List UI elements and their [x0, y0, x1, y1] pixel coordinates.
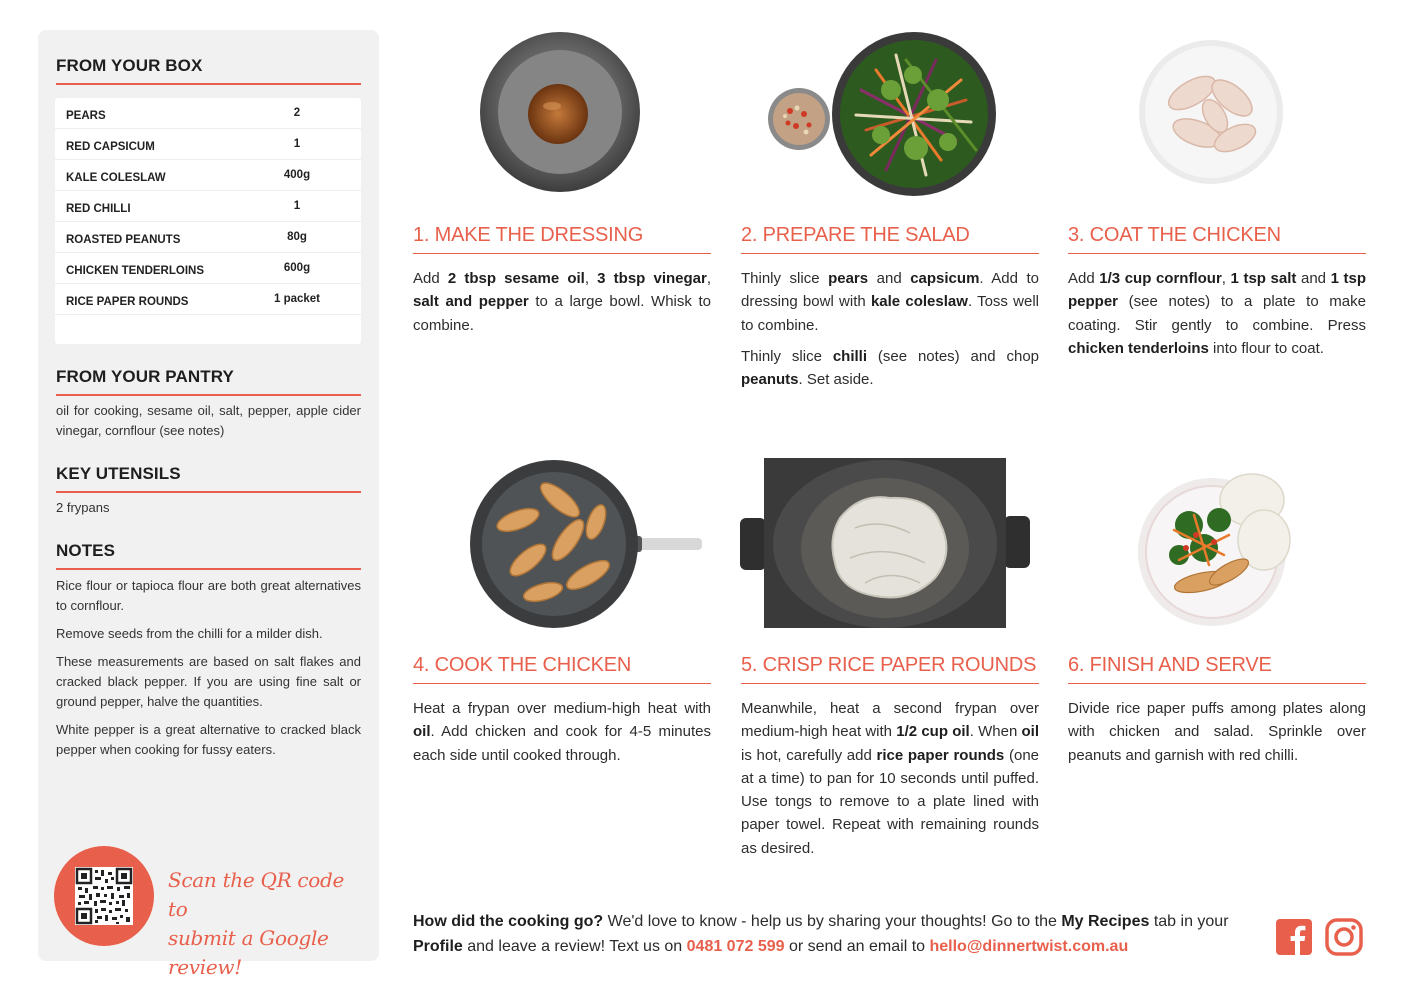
- step-text: Thinly slice: [741, 270, 829, 287]
- step-2-body: [741, 267, 1039, 399]
- step-paragraph: [413, 697, 711, 767]
- step-paragraph: [1068, 267, 1366, 360]
- note-item: White pepper is a great alternative to cracked black pepper when cooking for fussy eaters.: [56, 722, 361, 757]
- phone-link[interactable]: 0481 072 599: [686, 938, 785, 955]
- note-item: These measurements are based on salt flakes and cracked black pepper. If you are using fine salt or ground pepper, halve the quantities.: [56, 654, 361, 709]
- footer-text: and leave a review! Text us on: [462, 938, 687, 955]
- ingredient-row: [55, 98, 361, 129]
- step-1-title: 1. MAKE THE DRESSING: [413, 224, 711, 254]
- ingredient-highlight: chicken tenderloins: [1068, 339, 1209, 357]
- review-footer: [413, 909, 1263, 959]
- step-text: . Add chicken and cook for 4-5 minutes each side until cooked through.: [413, 723, 711, 764]
- my-recipes-label: My Recipes: [1061, 913, 1150, 930]
- step-text: and: [1296, 270, 1331, 287]
- qr-code-icon[interactable]: [75, 867, 133, 925]
- step-text: . Toss well to combine.: [741, 293, 1039, 334]
- qr-review-caption: [168, 866, 368, 982]
- note-item: Remove seeds from the chilli for a milder dish.: [56, 626, 323, 641]
- ingredient-highlight: oil: [1021, 723, 1040, 741]
- step-text: (see notes) to a plate to make coating. Stir gently to combine. Press: [1068, 293, 1366, 334]
- qr-badge[interactable]: [54, 846, 154, 946]
- from-your-box-heading: FROM YOUR BOX: [56, 56, 361, 85]
- footer-text: tab in your: [1149, 913, 1229, 930]
- ingredient-highlight: 1 tsp pepper: [1068, 270, 1367, 311]
- ingredients-sidebar: [38, 30, 379, 979]
- ingredient-highlight: peanuts: [741, 371, 799, 389]
- ingredient-highlight: 1 tsp salt: [1230, 270, 1297, 287]
- facebook-icon[interactable]: [1275, 918, 1313, 956]
- step-text: into flour to coat.: [1208, 339, 1324, 357]
- step-text: Meanwhile, heat a second frypan over medium-high heat with: [741, 700, 1039, 741]
- step-text: Heat a frypan over medium-high heat with: [413, 700, 711, 717]
- ingredient-highlight: salt and pepper: [413, 293, 529, 311]
- step-text: ,: [1221, 270, 1231, 287]
- step-text: Divide rice paper puffs among plates along with chicken and salad. Sprinkle over peanuts and garnish with red chilli.: [1068, 700, 1366, 764]
- salad-bowl-photo: [766, 30, 1000, 198]
- ingredient-quantity: 600g: [283, 262, 311, 274]
- step-text: . Set aside.: [798, 371, 874, 389]
- coated-chicken-photo: [1137, 38, 1285, 186]
- plated-dish-photo: [1134, 460, 1298, 628]
- ingredient-highlight: 2 tbsp sesame oil: [447, 270, 585, 287]
- ingredient-quantity: 1: [293, 200, 301, 212]
- ingredient-highlight: chilli: [832, 347, 867, 365]
- qr-caption-line2: submit a Google review!: [168, 926, 329, 979]
- step-5-body: [741, 697, 1039, 868]
- ingredient-highlight: rice paper rounds: [876, 746, 1005, 764]
- ingredient-quantity: 1: [293, 138, 301, 150]
- step-paragraph: [741, 697, 1039, 860]
- step-6-body: [1068, 697, 1366, 775]
- ingredient-row: [55, 129, 361, 160]
- step-paragraph: [741, 267, 1039, 337]
- step-text: (see notes) and chop: [867, 347, 1039, 365]
- pantry-text: oil for cooking, sesame oil, salt, pepper, apple cider vinegar, cornflour (see notes): [56, 403, 361, 438]
- step-text: ,: [584, 270, 598, 287]
- step-3-title: 3. COAT THE CHICKEN: [1068, 224, 1366, 254]
- rice-paper-frypan-photo: [740, 458, 1030, 628]
- ingredient-highlight: 1/3 cup cornflour: [1099, 270, 1222, 287]
- step-3-body: [1068, 267, 1366, 368]
- step-6-title: 6. FINISH AND SERVE: [1068, 654, 1366, 684]
- notes-list: [56, 576, 361, 768]
- step-4-body: [413, 697, 711, 775]
- dressing-bowl-photo: [478, 32, 642, 196]
- from-your-pantry-heading: FROM YOUR PANTRY: [56, 367, 361, 396]
- ingredient-quantity: 2: [293, 107, 301, 119]
- ingredient-name: PEARS: [66, 110, 106, 122]
- ingredient-name: RICE PAPER ROUNDS: [66, 296, 189, 308]
- step-2-title: 2. PREPARE THE SALAD: [741, 224, 1039, 254]
- ingredient-name: CHICKEN TENDERLOINS: [66, 265, 205, 277]
- step-text: Thinly slice: [741, 347, 833, 365]
- ingredient-quantity: 400g: [283, 169, 311, 181]
- email-link[interactable]: hello@dinnertwist.com.au: [929, 938, 1129, 955]
- ingredient-row: [55, 191, 361, 222]
- key-utensils-heading: KEY UTENSILS: [56, 464, 361, 493]
- ingredient-name: ROASTED PEANUTS: [66, 234, 181, 246]
- step-paragraph: [741, 345, 1039, 392]
- ingredient-quantity: 1 packet: [273, 293, 321, 305]
- step-paragraph: [413, 267, 711, 337]
- step-1-body: [413, 267, 711, 345]
- step-text: . When: [969, 723, 1022, 741]
- step-text: (one at a time) to pan for 10 seconds until puffed. Use tongs to remove to a plate lined with paper towel. Repeat with remaining rounds as desired.: [741, 746, 1039, 857]
- step-text: ,: [706, 270, 712, 287]
- ingredient-name: RED CAPSICUM: [66, 141, 155, 153]
- box-ingredients-table: [55, 98, 361, 344]
- step-paragraph: [1068, 697, 1366, 767]
- step-text: and: [868, 270, 911, 287]
- ingredient-highlight: 1/2 cup oil: [896, 723, 970, 741]
- chicken-frypan-photo: [468, 460, 704, 630]
- ingredient-highlight: capsicum: [910, 270, 980, 287]
- footer-text: or send an email to: [784, 938, 930, 955]
- step-4-title: 4. COOK THE CHICKEN: [413, 654, 711, 684]
- ingredient-highlight: oil: [413, 723, 431, 741]
- instagram-icon[interactable]: [1325, 918, 1363, 956]
- ingredient-row: [55, 222, 361, 253]
- ingredient-quantity: 80g: [287, 231, 307, 243]
- footer-question: How did the cooking go?: [413, 913, 604, 930]
- ingredient-name: RED CHILLI: [66, 203, 131, 215]
- ingredient-row: [55, 284, 361, 315]
- step-text: is hot, carefully add: [741, 746, 877, 764]
- ingredient-highlight: pears: [828, 270, 869, 287]
- step-5-title: 5. CRISP RICE PAPER ROUNDS: [741, 654, 1039, 684]
- ingredient-highlight: kale coleslaw: [870, 293, 968, 311]
- note-item: Rice flour or tapioca flour are both great alternatives to cornflour.: [56, 578, 361, 613]
- footer-text: We'd love to know - help us by sharing your thoughts! Go to the: [603, 913, 1062, 930]
- utensils-text: 2 frypans: [56, 500, 110, 515]
- step-text: . Add to dressing bowl with: [741, 270, 1039, 311]
- step-text: to a large bowl. Whisk to combine.: [413, 293, 711, 334]
- notes-heading: NOTES: [56, 541, 361, 570]
- ingredient-row: [55, 253, 361, 284]
- profile-label: Profile: [413, 938, 463, 955]
- ingredient-name: KALE COLESLAW: [66, 172, 166, 184]
- ingredient-highlight: 3 tbsp vinegar: [597, 270, 707, 287]
- ingredient-row: [55, 160, 361, 191]
- step-text: Add: [1068, 270, 1100, 287]
- qr-caption-line1: Scan the QR code to: [168, 868, 345, 921]
- step-text: Add: [413, 270, 448, 287]
